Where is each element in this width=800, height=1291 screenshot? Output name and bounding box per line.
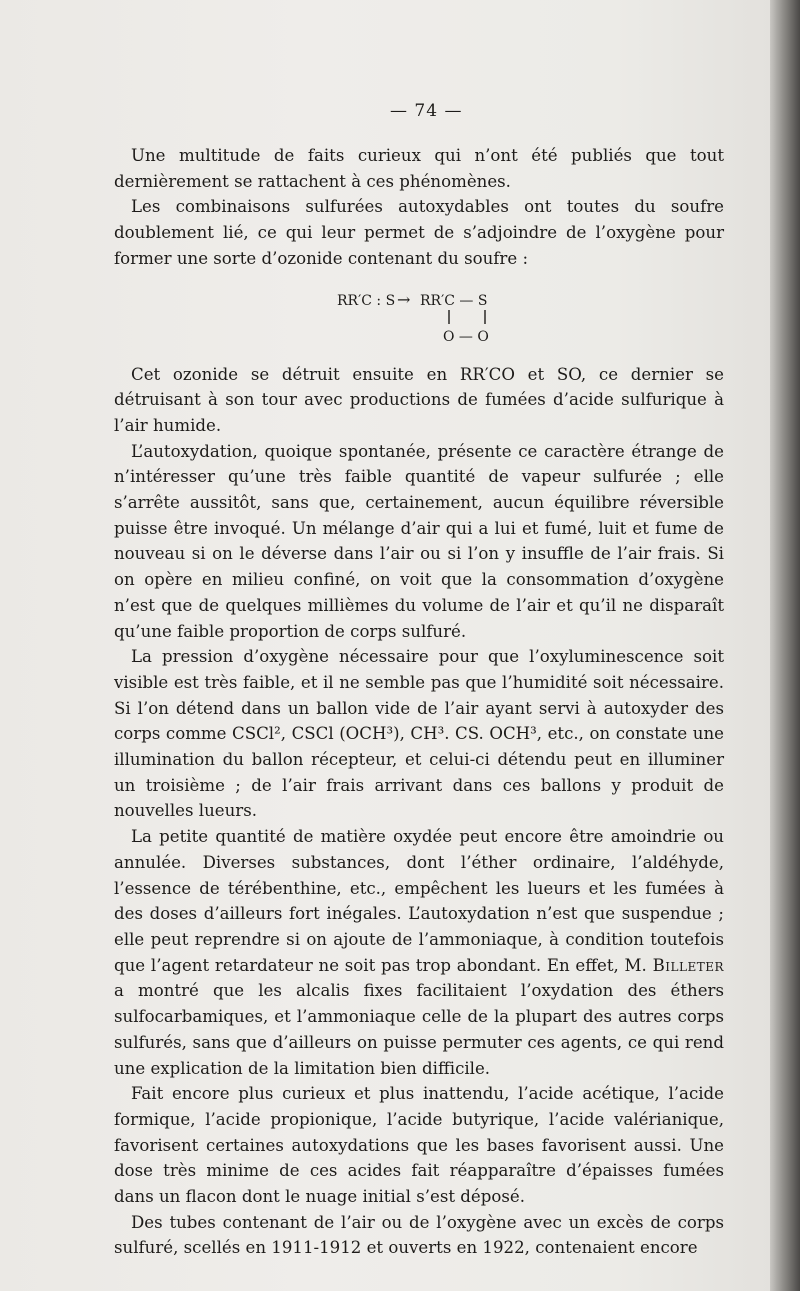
paragraph — [114, 824, 724, 1081]
paragraph: Les combinaisons sulfurées autoxydables ont toutes du soufre doublement lié, ce qui leur permet de s’adjoindre de l’oxygène pour former une sorte d’ozonide contenant du soufre : — [114, 197, 724, 268]
paragraph: L’autoxydation, quoique spontanée, présente ce caractère étrange de n’intéresser qu’une très faible quantité de vapeur sulfurée ; elle s’arrête aussitôt, sans que, certainement, aucun équilibre réversible puisse être invoqué. Un mélange d’air qui a lui et fumé, luit et fume de nouveau si on le déverse dans l’air ou si l’on y insuffle de l’air frais. Si on opère en milieu confiné, on voit que la consommation d’oxygène n’est que de quelques millièmes du volume de l’air et qu’il ne disparaît qu’une faible proportion de corps sulfuré. — [114, 441, 724, 641]
formula-left: RR′C : S — [337, 292, 396, 309]
author-name: Billeter — [652, 955, 725, 975]
formula-arrow: → — [397, 289, 411, 309]
formula-right: RR′C — S — [420, 292, 488, 309]
paragraph: Une multitude de faits curieux qui n’ont été publiés que tout dernièrement se rattachent à ces phénomènes. — [114, 146, 724, 191]
paragraph: Cet ozonide se détruit ensuite en RR′CO et SO, ce dernier se détruisant à son tour avec productions de fumées d’acide sulfurique à l’air humide. — [114, 364, 724, 435]
paragraph: Des tubes contenant de l’air ou de l’oxygène avec un excès de corps sulfuré, scellés en 1911-1912 et ouverts en 1922, contenaient encore — [114, 1212, 724, 1258]
paragraph: La pression d’oxygène nécessaire pour que l’oxyluminescence soit visible est très faible, et il ne semble pas que l’humidité soit nécessaire. Si l’on détend dans un ballon vide de l’air ayant servi à autoxyder des corps comme CSCl², CSCl (OCH³), CH³. CS. OCH³, etc., on constate une illumination du ballon récepteur, et celui-ci détendu peut en illuminer un troisième ; de l’air frais arrivant dans ces ballons y produit de nouvelles lueurs. — [114, 647, 724, 821]
page-edge-shadow — [770, 0, 800, 1291]
paragraph-part: a montré que les alcalis fixes facilitaient l’oxydation des éthers sulfocarbamiques, et l’ammoniaque celle de la plupart des autres corps sulfurés, sans que d’ailleurs on puisse permuter ces agents, ce qui rend une explication de la limitation bien difficile. — [114, 981, 724, 1078]
paragraph: Fait encore plus curieux et plus inattendu, l’acide acétique, l’acide formique, l’acide propionique, l’acide butyrique, l’acide valérianique, favorisent certaines autoxydations que les bases favorisent aussi. Une dose très minime de ces acides fait réapparaître d’épaisses fumées dans un flacon dont le nuage initial s’est déposé. — [114, 1084, 724, 1207]
formula-bottom: O — O — [443, 328, 489, 345]
page-number: — 74 — — [390, 101, 463, 121]
ozonide-formula — [114, 272, 724, 362]
body-text — [114, 143, 724, 1261]
formula-diagram — [334, 280, 534, 360]
paragraph-part: La petite quantité de matière oxydée peut encore être amoindrie ou annulée. Diverses substances, dont l’éther ordinaire, l’aldéhyde, l’essence de térébenthine, etc., empêchent les lueurs et les fumées à des doses d’ailleurs fort inégales. L’autoxydation n’est que suspendue ; elle peut reprendre si on ajoute de l’ammoniaque, à condition toutefois que l’agent retardateur ne soit pas trop abondant. En effet, M. — [114, 827, 724, 975]
